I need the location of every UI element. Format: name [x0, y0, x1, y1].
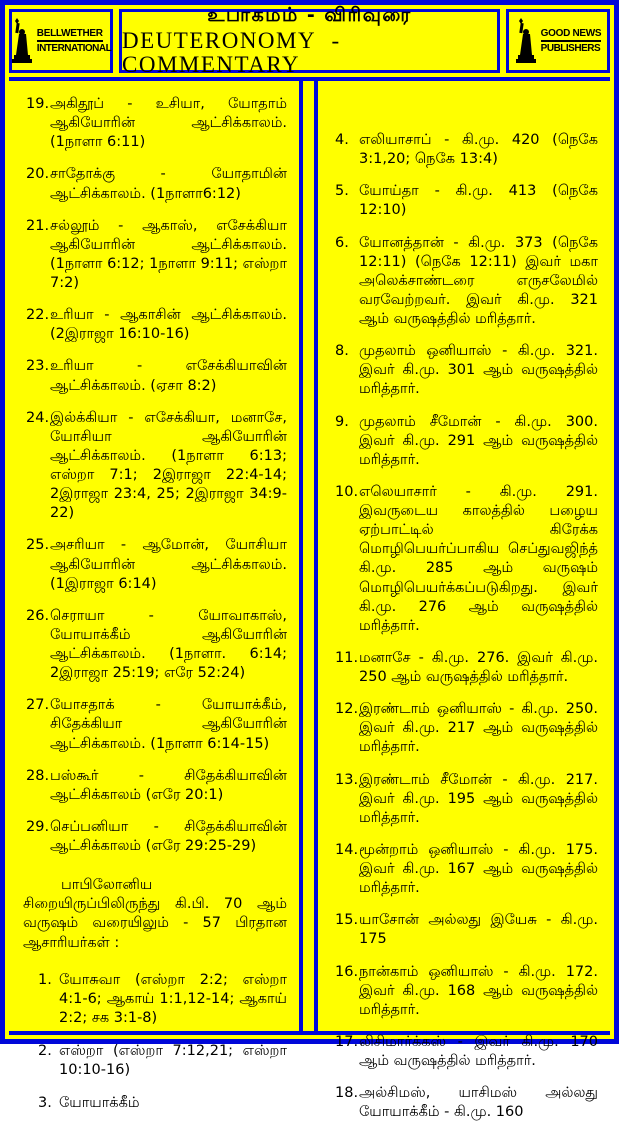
list-item [332, 413, 598, 470]
list-item [23, 217, 287, 294]
list-item [332, 841, 598, 898]
item-text: அசரியா - ஆமோன், யோசியா ஆகியோரின் ஆட்சிக்காலம். (1இராஜா 6:14) [50, 537, 287, 592]
item-number: 6. [335, 234, 349, 251]
statue-icon [11, 18, 33, 64]
list-item [23, 767, 287, 805]
list-item [23, 165, 287, 203]
item-number: 11. [335, 649, 359, 666]
item-number: 18. [335, 1085, 359, 1102]
good-news-logo-text [541, 28, 602, 54]
right-column [314, 81, 610, 1121]
list-item [332, 911, 598, 949]
list-item [23, 357, 287, 395]
item-number: 9. [335, 413, 349, 430]
bellwether-logo [9, 9, 113, 73]
item-number: 10. [335, 483, 359, 500]
list-item [23, 818, 287, 856]
list-item [332, 182, 598, 220]
intro-paragraph: பாபிலோனிய சிறையிருப்பிலிருந்து கி.பி. 70 ஆம் வருஷம் வரையிலும் - 57 பிரதான ஆசாரியர்கள் : [23, 877, 287, 951]
item-text: சல்லூம் - ஆகாஸ், எசேக்கியா ஆகியோரின் ஆட்சிக்காலம். (1நாளா 6:12; 1நாளா 9:11; எஸ்றா 7:2) [50, 217, 287, 291]
column-top-gap [332, 95, 598, 131]
item-text: நான்காம் ஒனியாஸ் - கி.மு. 172. இவர் கி.மு. 168 ஆம் வருஷத்தில் மரித்தார். [359, 963, 598, 1018]
list-item [332, 131, 598, 169]
logo-line: GOOD NEWS [541, 28, 602, 42]
list-item [23, 536, 287, 593]
page-header [9, 3, 610, 77]
item-text: செப்பனியா - சிதேக்கியாவின் ஆட்சிக்காலம் (எரே 29:25-29) [50, 818, 287, 854]
list-item [332, 1084, 598, 1122]
item-text: எலெயாசார் - கி.மு. 291. இவருடைய காலத்தில் பழைய ஏற்பாட்டில் கிரேக்க மொழிபெயர்ப்பாகிய செப்துவஜிந்த் கி.மு. 285 ஆம் வருஷம் மொழிபெயர்க்கப்படுகிறது. இவர் கி.மு. 276 ஆம் வருஷத்தில் மரித்தார். [359, 483, 598, 634]
item-number: 23. [26, 358, 50, 375]
list-item [332, 649, 598, 687]
item-text: யோனத்தான் - கி.மு. 373 (நெகே 12:11) (நெகே 12:11) இவர் மகா அலெக்சாண்டரை எருசலேமில் வரவேற்றவர். இவர் கி.மு. 321 ஆம் வருஷத்தில் மரித்தார். [359, 234, 598, 327]
item-number: 3. [38, 1095, 52, 1112]
list-item [332, 771, 598, 828]
list-item [23, 696, 287, 753]
item-text: பஸ்கூர் - சிதேக்கியாவின் ஆட்சிக்காலம் (எரே 20:1) [50, 767, 287, 803]
item-text: மூன்றாம் ஒனியாஸ் - கி.மு. 175. இவர் கி.மு. 167 ஆம் வருஷத்தில் மரித்தார். [359, 841, 598, 897]
item-number: 17. [335, 1033, 359, 1050]
item-number: 1. [38, 971, 52, 988]
list-item [35, 1094, 287, 1113]
item-number: 29. [26, 818, 50, 835]
item-text: லிசிமார்க்கஸ் - இவர் கி.மு. 170 ஆம் வருஷத்தில் மரித்தார். [359, 1033, 598, 1069]
item-number: 22. [26, 307, 50, 324]
bellwether-logo-text [37, 28, 111, 54]
item-number: 24. [26, 409, 50, 426]
good-news-logo [506, 9, 610, 73]
page-title-tamil: உபாகமம் - விரிவுரை [207, 3, 412, 26]
list-item [332, 342, 598, 399]
list-item [23, 409, 287, 524]
list-item [332, 700, 598, 757]
list-item [332, 234, 598, 330]
item-text: எலியாசாப் - கி.மு. 420 (நெகே 3:1,20; நெகே 13:4) [359, 132, 598, 168]
page-title-english: DEUTERONOMY - COMMENTARY [122, 27, 341, 77]
item-text: யோசதாக் - யோயாக்கீம், சிதேக்கியா ஆகியோரின் ஆட்சிக்காலம். (1நாளா 6:14-15) [50, 697, 287, 752]
item-number: 25. [26, 537, 50, 554]
item-number: 26. [26, 607, 50, 624]
item-number: 28. [26, 767, 50, 784]
item-text: முதலாம் சீமோன் - கி.மு. 300. இவர் கி.மு. 291 ஆம் வருஷத்தில் மரித்தார். [359, 413, 598, 468]
item-number: 19. [26, 96, 50, 112]
item-text: செராயா - யோவாகாஸ், யோயாக்கீம் ஆகியோரின் ஆட்சிக்காலம். (1நாளா. 6:14; 2இராஜா 25:19; எரே 52:24) [50, 607, 287, 682]
item-number: 21. [26, 217, 50, 234]
item-number: 20. [26, 166, 50, 183]
content-columns [9, 77, 610, 1121]
item-number: 8. [335, 343, 349, 360]
item-text: மனாசே - கி.மு. 276. இவர் கி.மு. 250 ஆம் வருஷத்தில் மரித்தார். [359, 649, 598, 685]
item-text: சாதோக்கு - யோதாமின் ஆட்சிக்காலம். (1நாளா6:12) [50, 166, 287, 202]
item-number: 13. [335, 771, 359, 788]
logo-line: BELLWETHER [37, 28, 103, 42]
item-text: அகிதூப் - உசியா, யோதாம் ஆகியோரின் ஆட்சிக்காலம். (1நாளா 6:11) [50, 96, 287, 151]
list-item [35, 971, 287, 1028]
list-item [23, 95, 287, 152]
item-text: யாசோன் அல்லது இயேசு - கி.மு. 175 [359, 912, 598, 948]
list-item [23, 607, 287, 684]
item-number: 12. [335, 701, 359, 718]
title-box [119, 3, 500, 77]
item-number: 4. [335, 132, 349, 148]
list-item [332, 483, 598, 636]
item-number: 27. [26, 697, 50, 714]
item-text: முதலாம் ஒனியாஸ் - கி.மு. 321. இவர் கி.மு. 301 ஆம் வருஷத்தில் மரித்தார். [359, 343, 598, 398]
item-text: உரியா - ஆகாசின் ஆட்சிக்காலம். (2இராஜா 16:10-16) [50, 307, 287, 343]
item-number: 16. [335, 963, 359, 980]
item-text: யோயாக்கீம் [59, 1095, 140, 1112]
list-item [35, 1042, 287, 1080]
item-number: 15. [335, 912, 359, 929]
item-text: இல்க்கியா - எசேக்கியா, மனாசே, யோசியா ஆகியோரின் ஆட்சிக்காலம். (1நாளா 6:13; எஸ்றா 7:1; 2இராஜா 22:4-14; 2இராஜா 23:4, 25; 2இராஜா 34:9-22) [50, 409, 287, 522]
statue-icon [515, 18, 537, 64]
item-text: யோய்தா - கி.மு. 413 (நெகே 12:10) [359, 183, 598, 219]
sub-list [35, 971, 287, 1114]
item-text: இரண்டாம் சீமோன் - கி.மு. 217. இவர் கி.மு. 195 ஆம் வருஷத்தில் மரித்தார். [359, 771, 598, 826]
item-text: எஸ்றா (எஸ்றா 7:12,21; எஸ்றா 10:10-16) [59, 1043, 287, 1079]
list-item [23, 306, 287, 344]
logo-line: INTERNATIONAL [36, 43, 112, 54]
item-text: அல்சிமஸ், யாசிமஸ் அல்லது யோயாக்கீம் - கி.மு. 160 [359, 1085, 598, 1121]
item-number: 2. [38, 1043, 52, 1059]
logo-line: PUBLISHERS [540, 43, 601, 54]
list-item [332, 963, 598, 1020]
list-item [332, 1033, 598, 1071]
item-number: 5. [335, 183, 349, 200]
item-text: உரியா - எசேக்கியாவின் ஆட்சிக்காலம். (ஏசா 8:2) [50, 358, 287, 394]
item-text: யோசுவா (எஸ்றா 2:2; எஸ்றா 4:1-6; ஆகாய் 1:1,12-14; ஆகாய் 2:2; சக 3:1-8) [59, 971, 287, 1026]
item-text: இரண்டாம் ஒனியாஸ் - கி.மு. 250. இவர் கி.மு. 217 ஆம் வருஷத்தில் மரித்தார். [359, 701, 598, 756]
left-column [9, 81, 303, 1112]
item-number: 14. [335, 841, 359, 858]
